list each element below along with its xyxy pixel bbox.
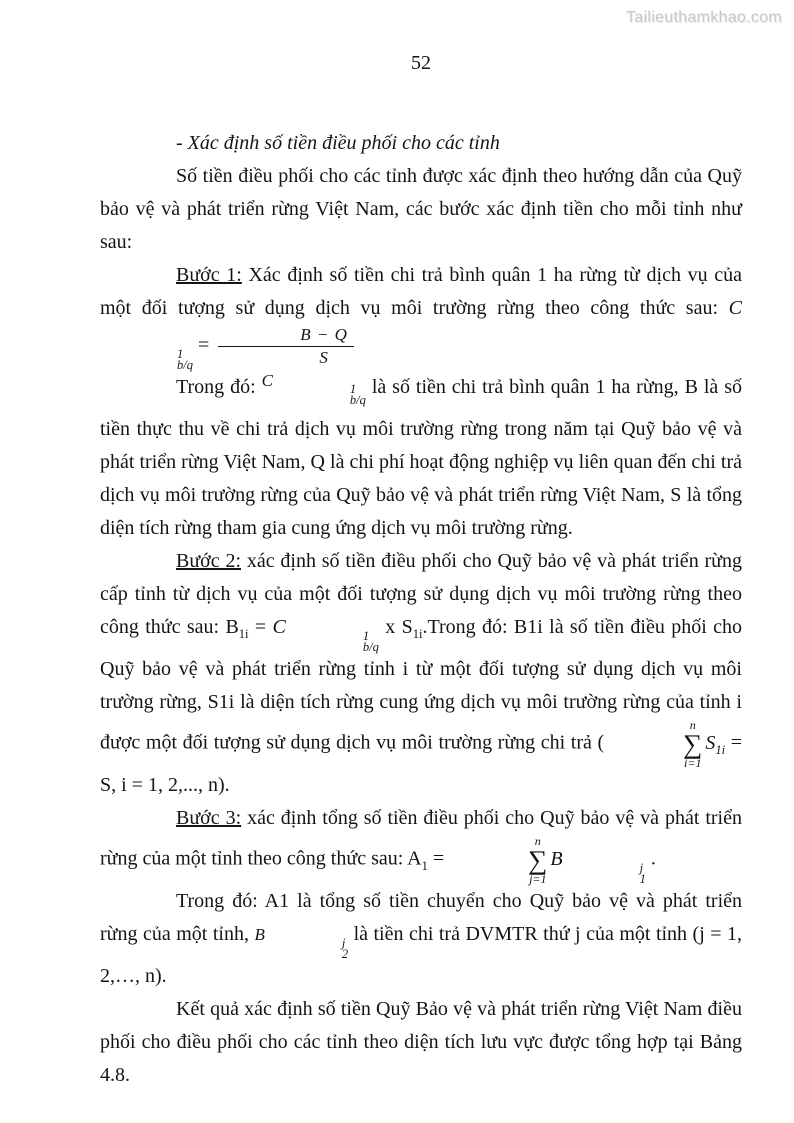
text-run: . — [645, 847, 656, 870]
script-stack — [100, 349, 193, 371]
formula-b1j: B j 1 — [550, 847, 646, 886]
text-run: Xác định số tiền chi trả bình quân 1 ha rừng từ dịch vụ của một đối tượng sử dụng dịch vụ môi trường rừng theo công thức sau: — [100, 264, 742, 319]
script-stack — [286, 631, 379, 653]
superscript: 1 — [177, 347, 184, 362]
formula-c-unit-payment: C 1 b/q — [261, 371, 366, 408]
text-run — [412, 616, 423, 642]
fraction-denominator: S — [319, 348, 329, 367]
subscript: 1i — [715, 742, 726, 757]
watermark: Tailieuthamkhao.com — [626, 9, 782, 26]
text-run: Kết quả xác định số tiền Quỹ Bảo vệ và phát triển rừng Việt Nam điều phối cho điều phối cho các tỉnh theo diện tích lưu vực được tổng hợp tại Bảng 4.8. — [100, 998, 742, 1087]
text-run: Trong đó: — [176, 376, 262, 399]
subscript: b/q — [177, 358, 193, 373]
text-run — [238, 616, 249, 642]
subscript: b/q — [362, 640, 379, 655]
sum-upper-limit: n — [689, 718, 696, 733]
heading-define-amount — [100, 127, 742, 160]
para-step-2 — [100, 545, 742, 802]
subscript: 1 — [639, 871, 646, 886]
script-stack — [265, 938, 348, 960]
superscript: 1 — [362, 629, 370, 644]
para-step-3-explanation — [100, 885, 742, 993]
text-run: Số tiền điều phối cho các tỉnh được xác định theo hướng dẫn của Quỹ bảo vệ và phát triển rừng Việt Nam, các bước xác định tiền cho mỗi tỉnh như sau: — [100, 165, 742, 253]
text-run: xác định tổng số tiền điều phối cho Quỹ bảo vệ và phát triển rừng của một tỉnh theo công thức sau: A — [100, 807, 742, 870]
superscript: j — [341, 936, 346, 951]
text-run: = — [248, 616, 273, 639]
text-run: .Trong đó: B1i là số tiền điều phối cho Quỹ bảo vệ và phát triển rừng tỉnh i từ một đối tượng sử dụng dịch vụ môi trường rừng, S1i là diện tích rừng cung ứng dịch vụ môi trường rừng của tỉnh i được một đối tượng sử dụng dịch vụ môi trường rừng chi trả ( — [100, 616, 743, 754]
text-run: = — [427, 847, 450, 870]
text-run: = S, i = 1, 2,..., n). — [100, 731, 742, 797]
subscript: 2 — [341, 947, 349, 962]
text-run: Bước 2: — [176, 550, 242, 573]
text-run: = — [192, 334, 215, 357]
formula-s1i: $S_{1i}$ — [705, 731, 726, 757]
sigma-icon: ∑ — [683, 729, 703, 760]
subscript: b/q — [349, 393, 366, 408]
text-run: Bước 3: — [176, 807, 242, 830]
formula-b2j: B j 2 — [254, 925, 349, 962]
text-run: x S — [378, 616, 413, 639]
para-step-3 — [100, 802, 742, 885]
sum-lower-limit: j=1 — [529, 872, 547, 887]
formula-c-unit-payment: C 1 b/q — [100, 297, 742, 356]
subscript: 1i — [238, 627, 249, 642]
subscript: 1i — [412, 627, 423, 642]
script-stack — [273, 384, 366, 406]
formula-fraction-b-minus-q-over-s — [218, 325, 354, 368]
para-guidance — [100, 160, 742, 259]
content — [100, 127, 742, 1092]
text-run: là số tiền chi trả bình quân 1 ha rừng, B là số tiền thực thu về chi trả dịch vụ môi trường rừng trong năm tại Quỹ bảo vệ và phát triển rừng Việt Nam, Q là chi phí hoạt động nghiệp vụ liên quan đến chi trả dịch vụ môi trường rừng của Quỹ bảo vệ và phát triển rừng Việt Nam, S là tổng diện tích rừng tham gia cung ứng dịch vụ môi trường rừng. — [100, 376, 742, 540]
text-run: xác định số tiền điều phối cho Quỹ bảo vệ và phát triển rừng cấp tỉnh từ dịch vụ của một đối tượng sử dụng dịch vụ môi trường rừng theo công thức sau: B — [100, 550, 742, 639]
superscript: j — [639, 860, 644, 875]
sum-lower-limit: i=1 — [684, 756, 702, 771]
text-run: Trong đó: A1 là tổng số tiền chuyển cho Quỹ bảo vệ và phát triển rừng của một tỉnh, — [100, 890, 742, 946]
text-run: - Xác định số tiền điều phối cho các tỉnh — [176, 132, 500, 154]
page-number: 52 — [411, 52, 431, 74]
para-step-1-explanation — [100, 371, 742, 545]
sum-upper-limit: n — [534, 834, 541, 849]
subscript: 1 — [421, 858, 428, 873]
superscript: 1 — [349, 382, 357, 397]
formula-c-unit-payment: C 1 b/q — [272, 616, 379, 655]
formula-sum-s1i — [607, 719, 702, 769]
text-run: Bước 1: — [176, 264, 242, 286]
para-conclusion — [100, 993, 742, 1092]
fraction-numerator: B − Q — [218, 325, 354, 347]
formula-sum-b1j — [452, 835, 547, 885]
para-step-1 — [100, 259, 742, 371]
text-run: là tiền chi trả DVMTR thứ j của một tỉnh (j = 1, 2,…, n). — [100, 923, 743, 988]
sigma-icon: ∑ — [528, 845, 548, 876]
